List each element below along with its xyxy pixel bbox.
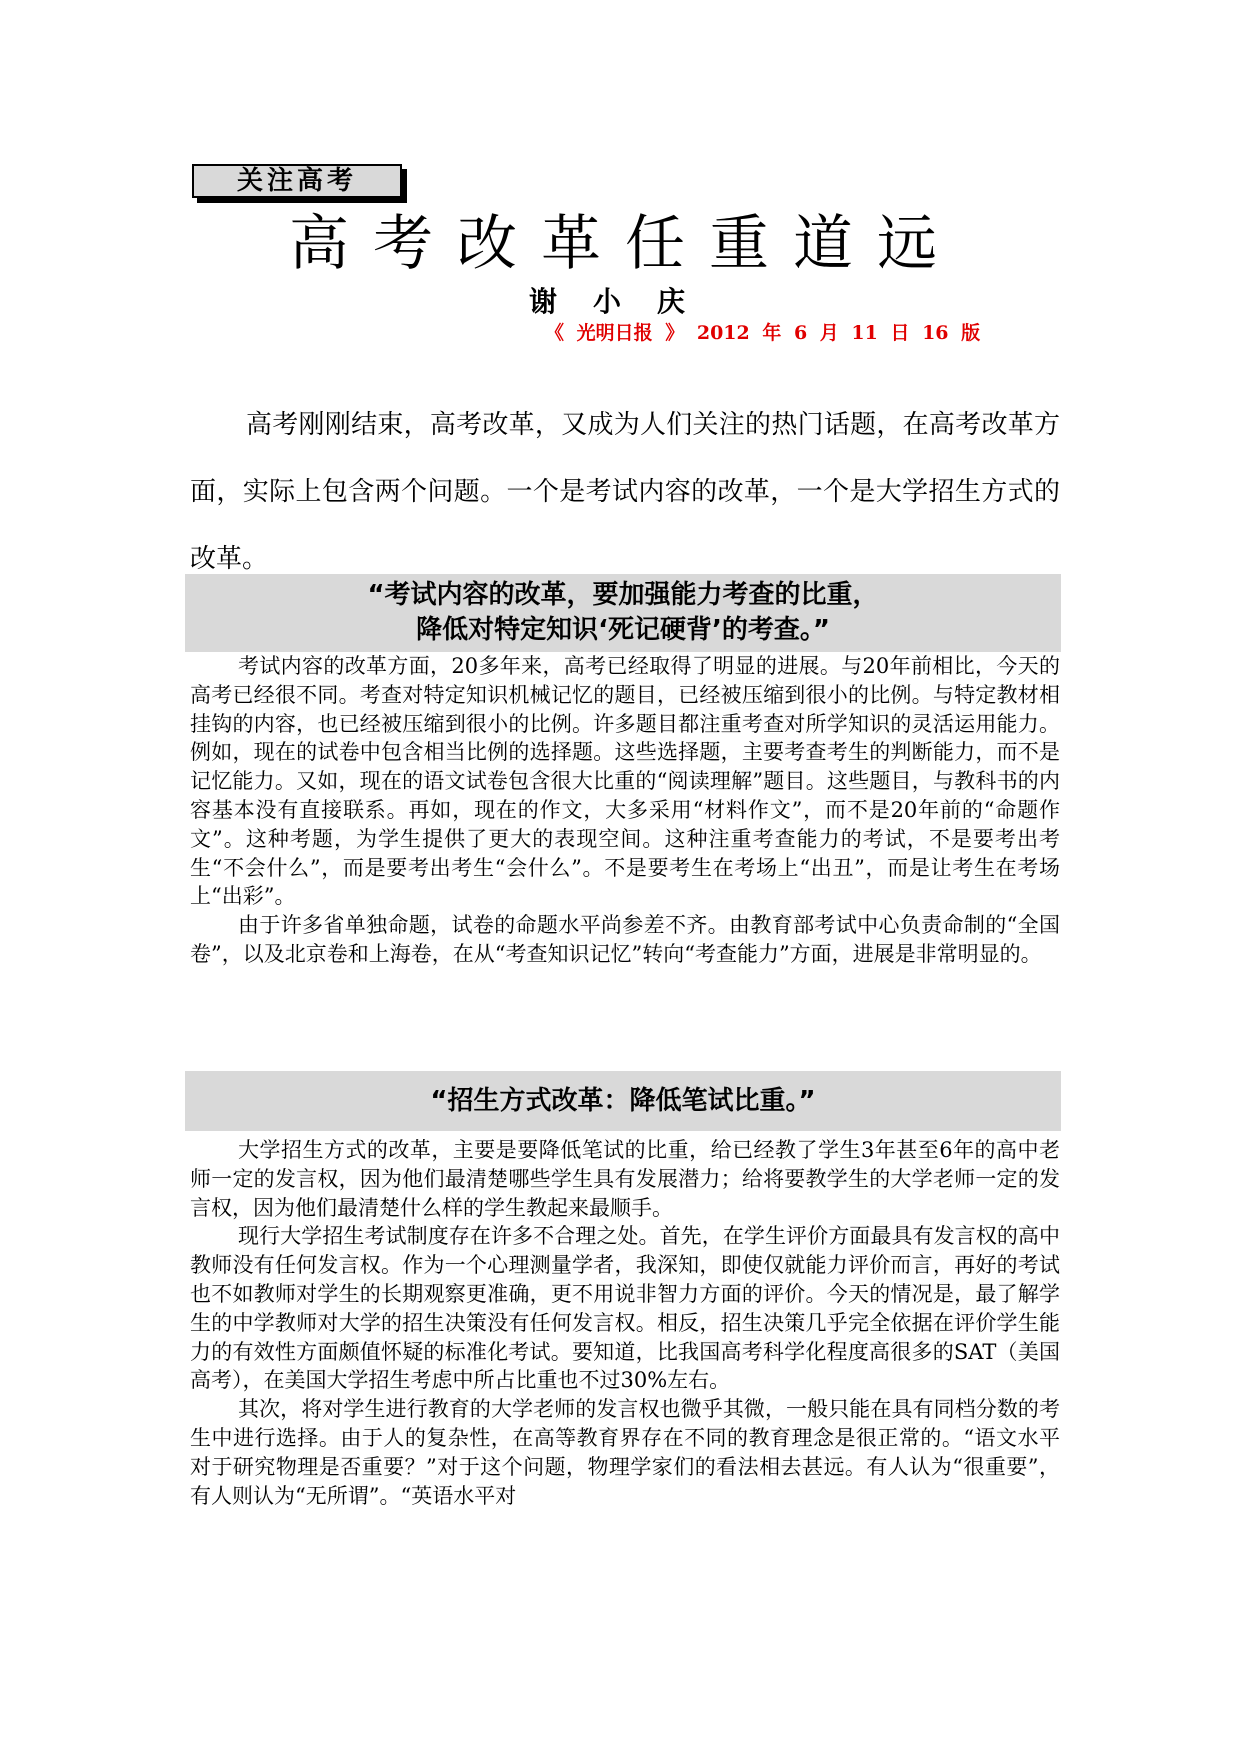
source-citation: 《 光明日报 》 2012 年 6 月 11 日 16 版: [545, 322, 981, 344]
section1-heading: [185, 574, 1061, 652]
section1-body: [190, 652, 1060, 969]
section2-heading: “招生方式改革：降低笔试比重。”: [185, 1071, 1061, 1131]
section1-heading-line1: “考试内容的改革，要加强能力考查的比重，: [367, 580, 879, 610]
intro-text: 高考刚刚结束，高考改革，又成为人们关注的热门话题，在高考改革方面，实际上包含两个问题。一个是考试内容的改革，一个是大学招生方式的改革。: [190, 410, 1060, 574]
section2-paragraph: 其次，将对学生进行教育的大学老师的发言权也微乎其微，一般只能在具有同档分数的考生中进行选择。由于人的复杂性，在高等教育界存在不同的教育理念是很正常的。“语文水平对于研究物理是否重要？”对于这个问题，物理学家们的看法相去甚远。有人认为“很重要”，有人则认为“无所谓”。“英语水平对: [190, 1397, 1060, 1508]
column-tag: 关注高考: [192, 164, 402, 198]
article-title: 高考改革任重道远: [289, 209, 961, 279]
section1-paragraph: 考试内容的改革方面，20多年来，高考已经取得了明显的进展。与20年前相比，今天的高考已经很不同。考查对特定知识机械记忆的题目，已经被压缩到很小的比例。与特定教材相挂钩的内容，也已经被压缩到很小的比例。许多题目都注重考查对所学知识的灵活运用能力。例如，现在的试卷中包含相当比例的选择题。这些选择题，主要考查考生的判断能力，而不是记忆能力。又如，现在的语文试卷包含很大比重的“阅读理解”题目。这些题目，与教科书的内容基本没有直接联系。再如，现在的作文，大多采用“材料作文”，而不是20年前的“命题作文”。这种考题，为学生提供了更大的表现空间。这种注重考查能力的考试，不是要考出考生“不会什么”，而是要考出考生“会什么”。不是要考生在考场上“出丑”，而是让考生在考场上“出彩”。: [190, 654, 1060, 909]
author-name: 谢小庆: [528, 285, 721, 318]
section1-heading-line2: 降低对特定知识‘死记硬背’的考查。”: [416, 615, 830, 645]
section2-body: [190, 1136, 1060, 1510]
section2-paragraph: 现行大学招生考试制度存在许多不合理之处。首先，在学生评价方面最具有发言权的高中教师没有任何发言权。作为一个心理测量学者，我深知，即使仅就能力评价而言，再好的考试也不如教师对学生的长期观察更准确，更不用说非智力方面的评价。今天的情况是，最了解学生的中学教师对大学的招生决策没有任何发言权。相反，招生决策几乎完全依据在评价学生能力的有效性方面颇值怀疑的标准化考试。要知道，比我国高考科学化程度高很多的SAT（美国高考），在美国大学招生考虑中所占比重也不过30%左右。: [190, 1224, 1060, 1393]
section1-paragraph: 由于许多省单独命题，试卷的命题水平尚参差不齐。由教育部考试中心负责命制的“全国卷”，以及北京卷和上海卷，在从“考查知识记忆”转向“考查能力”方面，进展是非常明显的。: [190, 913, 1060, 966]
intro-paragraph: [190, 392, 1060, 593]
section2-paragraph: 大学招生方式的改革，主要是要降低笔试的比重，给已经教了学生3年甚至6年的高中老师一定的发言权，因为他们最清楚哪些学生具有发展潜力；给将要教学生的大学老师一定的发言权，因为他们最清楚什么样的学生教起来最顺手。: [190, 1138, 1060, 1220]
